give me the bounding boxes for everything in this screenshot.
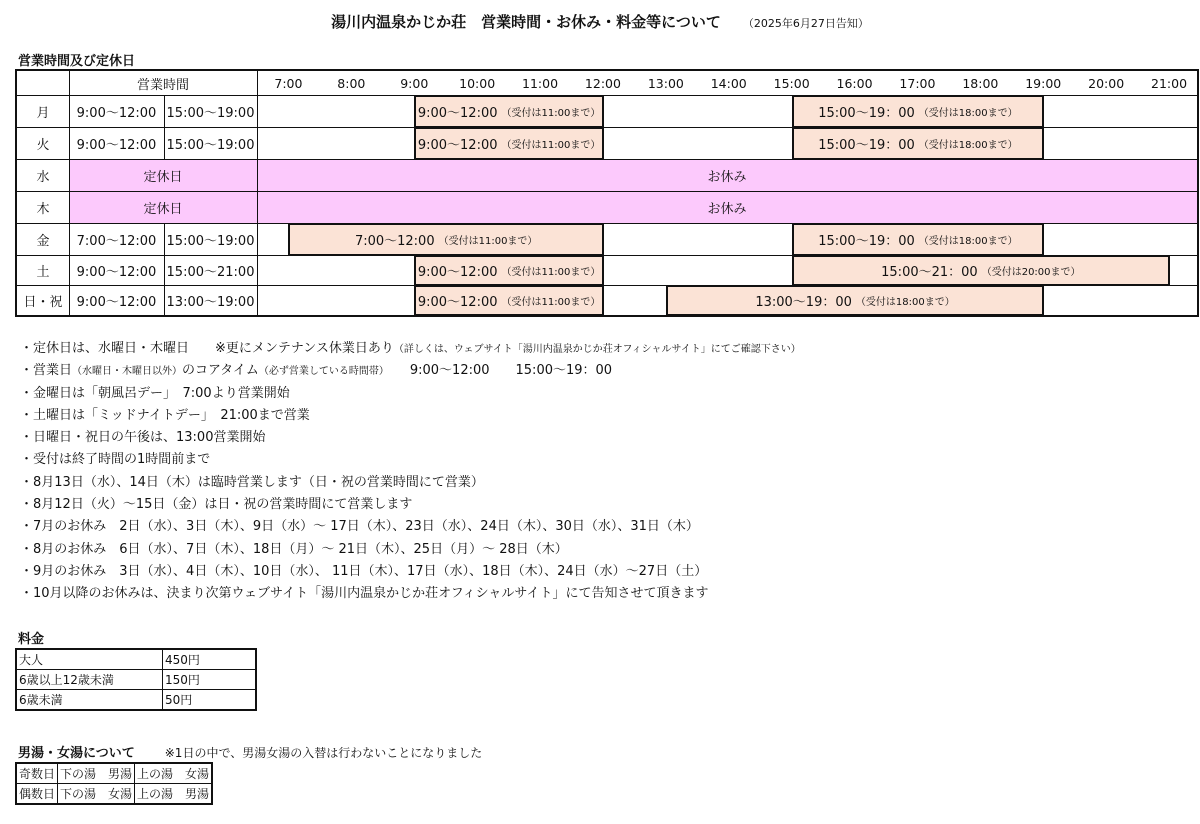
time-bar-label: 9:00〜12:00 xyxy=(417,295,498,310)
note-line xyxy=(20,583,801,605)
note-small-text: （水曜日・木曜日以外） xyxy=(72,366,183,378)
afternoon-hours: 13:00〜19:00 xyxy=(166,294,255,310)
fee-category: 6歳以上12歳未満 xyxy=(16,670,163,690)
time-bar-label: 15:00〜21：00 xyxy=(881,265,978,280)
fee-price: 50円 xyxy=(163,690,257,711)
time-bar-label: 9:00〜12:00 xyxy=(417,106,498,121)
hour-label: 21:00 xyxy=(1151,75,1188,91)
time-bar-label: 15:00〜19：00 xyxy=(818,106,915,121)
time-bar-label: 9:00〜12:00 xyxy=(417,265,498,280)
morning-hours: 9:00〜12:00 xyxy=(76,264,157,280)
time-bar xyxy=(288,223,604,256)
time-bar-label: 7:00〜12:00 xyxy=(354,234,435,249)
schedule-table xyxy=(15,69,1199,317)
note-text: ・7月のお休み 2日（水）、3日（木）、9日（水）〜 17日（木）、23日（水）、24日（木）、30日（水）、31日（木） xyxy=(20,519,699,535)
reception-note: （受付は11:00まで） xyxy=(501,297,601,308)
baths-section-label xyxy=(18,742,482,761)
bath-day-type: 奇数日 xyxy=(16,763,58,784)
note-line xyxy=(20,561,801,583)
reception-note: （受付は18:00まで） xyxy=(918,236,1018,247)
time-bar xyxy=(792,95,1045,128)
afternoon-hours: 15:00〜21:00 xyxy=(166,264,255,280)
morning-hours: 7:00〜12:00 xyxy=(76,233,157,249)
note-text: ・9月のお休み 3日（水）、4日（木）、10日（水）、 11日（木）、17日（水）、18日（木）、24日（水）〜27日（土） xyxy=(20,563,708,579)
reception-note: （受付は18:00まで） xyxy=(918,140,1018,151)
hour-label: 9:00 xyxy=(400,75,429,91)
note-line xyxy=(20,516,801,538)
afternoon-hours: 15:00〜19:00 xyxy=(166,137,255,153)
note-text: ・10月以降のお休みは、決まり次第ウェブサイト「湯川内温泉かじか荘オフィシャルサイト」にて告知させて頂きます xyxy=(20,586,709,602)
bath-table xyxy=(15,762,213,805)
bath-upper: 上の湯 男湯 xyxy=(135,784,213,805)
time-bar xyxy=(414,95,604,128)
day-label: 木 xyxy=(36,201,50,217)
hour-label: 14:00 xyxy=(710,75,747,91)
fee-row xyxy=(16,670,256,690)
reception-note: （受付は20:00まで） xyxy=(981,267,1081,278)
day-label: 金 xyxy=(36,233,50,249)
day-label: 水 xyxy=(36,169,50,185)
baths-title: 男湯・女湯について xyxy=(18,746,135,761)
hour-label: 12:00 xyxy=(584,75,621,91)
reception-note: （受付は18:00まで） xyxy=(918,108,1018,119)
hour-label: 20:00 xyxy=(1088,75,1125,91)
morning-hours: 9:00〜12:00 xyxy=(76,294,157,310)
note-small-text: （詳しくは、ウェブサイト「湯川内温泉かじか荘オフィシャルサイト」にてご確認下さい） xyxy=(393,344,801,355)
hour-label: 17:00 xyxy=(899,75,936,91)
hour-label: 7:00 xyxy=(274,75,303,91)
hour-label: 11:00 xyxy=(522,75,559,91)
time-bar-label: 15:00〜19：00 xyxy=(818,138,915,153)
reception-note: （受付は18:00まで） xyxy=(855,297,955,308)
hour-label: 13:00 xyxy=(647,75,684,91)
title-text: 湯川内温泉かじか荘 営業時間・お休み・料金等について xyxy=(331,13,721,31)
note-text: ・日曜日・祝日の午後は、13:00営業開始 xyxy=(20,430,266,446)
note-line xyxy=(20,360,801,382)
hour-label: 8:00 xyxy=(337,75,366,91)
afternoon-hours: 15:00〜19:00 xyxy=(166,233,255,249)
baths-note: ※1日の中で、男湯女湯の入替は行わないことになりました xyxy=(164,746,483,760)
bath-day-type: 偶数日 xyxy=(16,784,58,805)
fee-row xyxy=(16,649,256,670)
afternoon-hours: 15:00〜19:00 xyxy=(166,105,255,121)
note-text: ・8月のお休み 6日（水）、7日（木）、18日（月）〜 21日（木）、25日（月）〜 28日（木） xyxy=(20,541,568,557)
time-bar xyxy=(792,223,1045,256)
notes-list xyxy=(20,338,801,606)
page-title xyxy=(0,11,1200,32)
schedule-section-label: 営業時間及び定休日 xyxy=(18,54,136,69)
note-line xyxy=(20,383,801,405)
morning-hours: 9:00〜12:00 xyxy=(76,137,157,153)
bath-row xyxy=(16,784,212,805)
note-text: ・土曜日は「ミッドナイトデー」 21:00まで営業 xyxy=(20,407,310,423)
note-text: ・定休日は、水曜日・木曜日 ※更にメンテナンス休業日あり xyxy=(20,341,394,356)
day-label: 月 xyxy=(36,105,50,121)
fee-price: 150円 xyxy=(163,670,257,690)
day-label: 日・祝 xyxy=(23,294,63,310)
morning-hours: 9:00〜12:00 xyxy=(76,105,157,121)
bath-row xyxy=(16,763,212,784)
note-line xyxy=(20,405,801,427)
fee-table xyxy=(15,648,257,711)
note-text: ・8月13日（水）、14日（木）は臨時営業します（日・祝の営業時間にて営業） xyxy=(20,474,484,490)
rest-day-cell: お休み xyxy=(257,191,1197,223)
note-text: 9:00〜12:00 15:00〜19：00 xyxy=(383,363,613,379)
note-text: ・8月12日（火）〜15日（金）は日・祝の営業時間にて営業します xyxy=(20,497,413,513)
note-line xyxy=(20,539,801,561)
bath-lower: 下の湯 女湯 xyxy=(58,784,135,805)
day-label: 火 xyxy=(36,137,50,153)
fee-category: 大人 xyxy=(16,649,163,670)
reception-note: （受付は11:00まで） xyxy=(438,236,538,247)
time-bar xyxy=(792,255,1170,286)
note-line xyxy=(20,494,801,516)
hour-label: 16:00 xyxy=(836,75,873,91)
note-text: ・金曜日は「朝風呂デー」 7:00より営業開始 xyxy=(20,385,290,401)
fee-category: 6歳未満 xyxy=(16,690,163,711)
time-bar xyxy=(414,285,604,316)
time-bar xyxy=(414,255,604,286)
hour-label: 18:00 xyxy=(962,75,999,91)
bath-lower: 下の湯 男湯 xyxy=(58,763,135,784)
note-line xyxy=(20,338,801,360)
note-text: のコアタイム xyxy=(182,363,259,379)
bath-upper: 上の湯 女湯 xyxy=(135,763,213,784)
row-divider xyxy=(17,191,1197,192)
note-line xyxy=(20,472,801,494)
time-bar-label: 9:00〜12:00 xyxy=(417,138,498,153)
hour-label: 10:00 xyxy=(459,75,496,91)
hour-label: 15:00 xyxy=(773,75,810,91)
time-bar xyxy=(414,127,604,160)
reception-note: （受付は11:00まで） xyxy=(501,108,601,119)
time-bar-label: 15:00〜19：00 xyxy=(818,234,915,249)
time-bar-label: 13:00〜19：00 xyxy=(755,295,852,310)
time-bar xyxy=(792,127,1045,160)
note-line xyxy=(20,427,801,449)
fees-section-label: 料金 xyxy=(18,632,45,647)
fee-price: 450円 xyxy=(163,649,257,670)
note-text: ・営業日 xyxy=(20,363,73,379)
closed-day-cell: 定休日 xyxy=(69,159,257,191)
hours-header: 営業時間 xyxy=(136,77,189,93)
time-bar xyxy=(666,285,1044,316)
note-text: ・受付は終了時間の1時間前まで xyxy=(20,452,211,468)
note-small-text: （必ず営業している時間帯） xyxy=(258,366,384,378)
note-line xyxy=(20,449,801,471)
fee-row xyxy=(16,690,256,711)
reception-note: （受付は11:00まで） xyxy=(501,140,601,151)
day-label: 土 xyxy=(36,264,50,280)
notice-date: （2025年6月27日告知） xyxy=(742,17,869,30)
hour-label: 19:00 xyxy=(1025,75,1062,91)
closed-day-cell: 定休日 xyxy=(69,191,257,223)
rest-day-cell: お休み xyxy=(257,159,1197,191)
column-divider xyxy=(257,71,258,315)
reception-note: （受付は11:00まで） xyxy=(501,267,601,278)
